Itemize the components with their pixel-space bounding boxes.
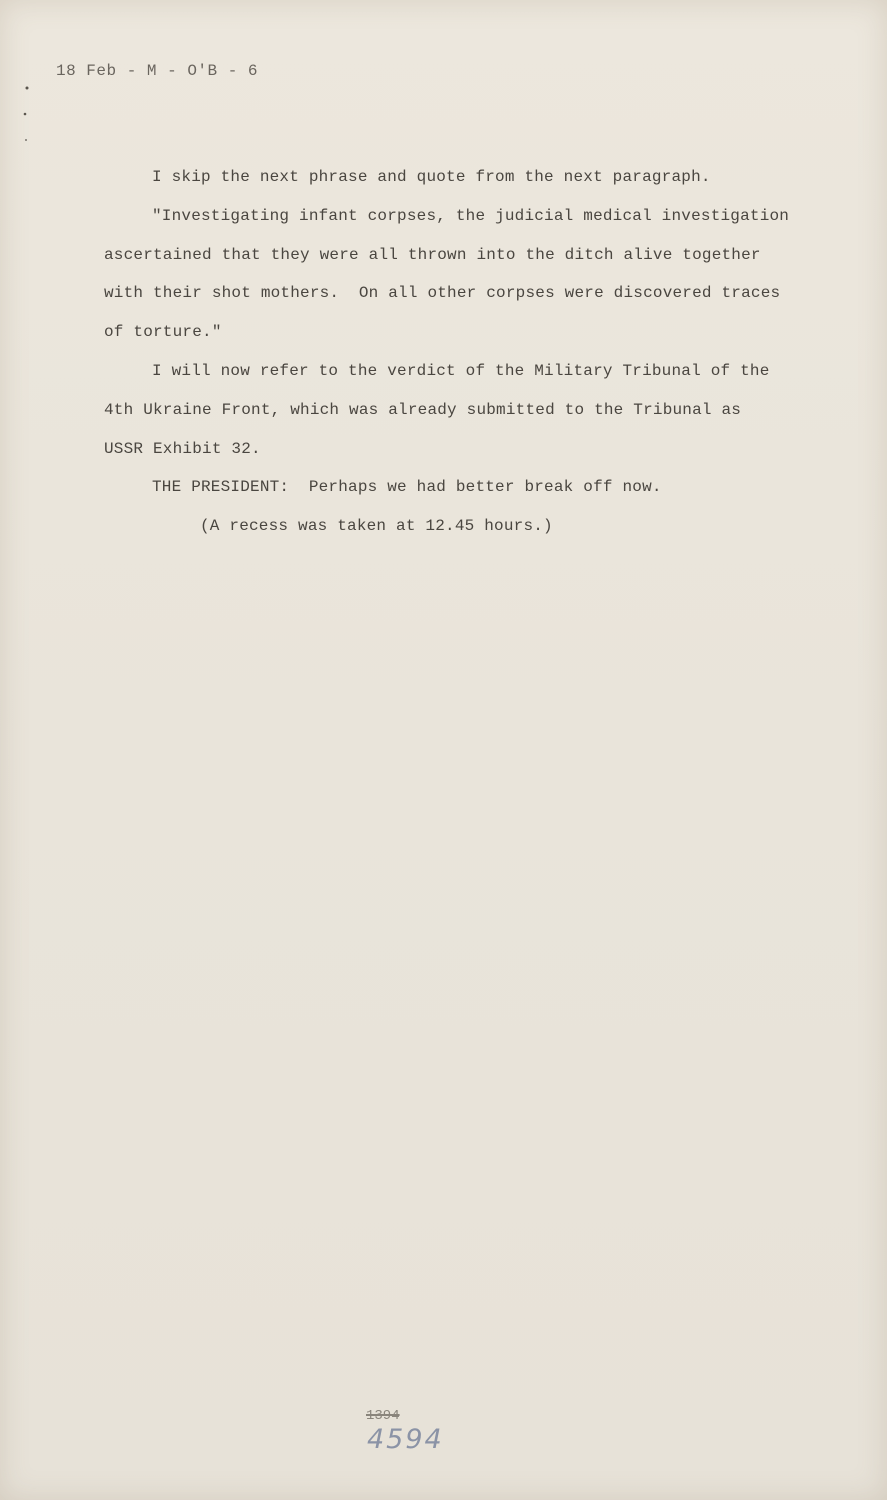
text-line: I skip the next phrase and quote from the next paragraph. — [152, 168, 711, 186]
text-line: with their shot mothers. On all other corpses were discovered traces — [104, 284, 781, 303]
typed-page-number: 1394 — [366, 1408, 400, 1424]
text-line: THE PRESIDENT: Perhaps we had better break off now. — [152, 478, 662, 497]
text-line: of torture." — [104, 323, 222, 342]
page-header: 18 Feb - M - O'B - 6 — [56, 62, 259, 80]
text-line: (A recess was taken at 12.45 hours.) — [200, 517, 553, 536]
text-line: I will now refer to the verdict of the Military Tribunal of the — [152, 361, 770, 380]
handwritten-page-number: 4594 — [367, 1424, 444, 1455]
text-line: 4th Ukraine Front, which was already submitted to the Tribunal as — [104, 400, 742, 419]
text-line: ascertained that they were all thrown into the ditch alive together — [104, 245, 761, 264]
margin-specks — [22, 84, 32, 154]
text-line: USSR Exhibit 32. — [104, 439, 261, 458]
transcript-body — [104, 158, 804, 546]
text-line: "Investigating infant corpses, the judicial medical investigation — [152, 206, 790, 225]
